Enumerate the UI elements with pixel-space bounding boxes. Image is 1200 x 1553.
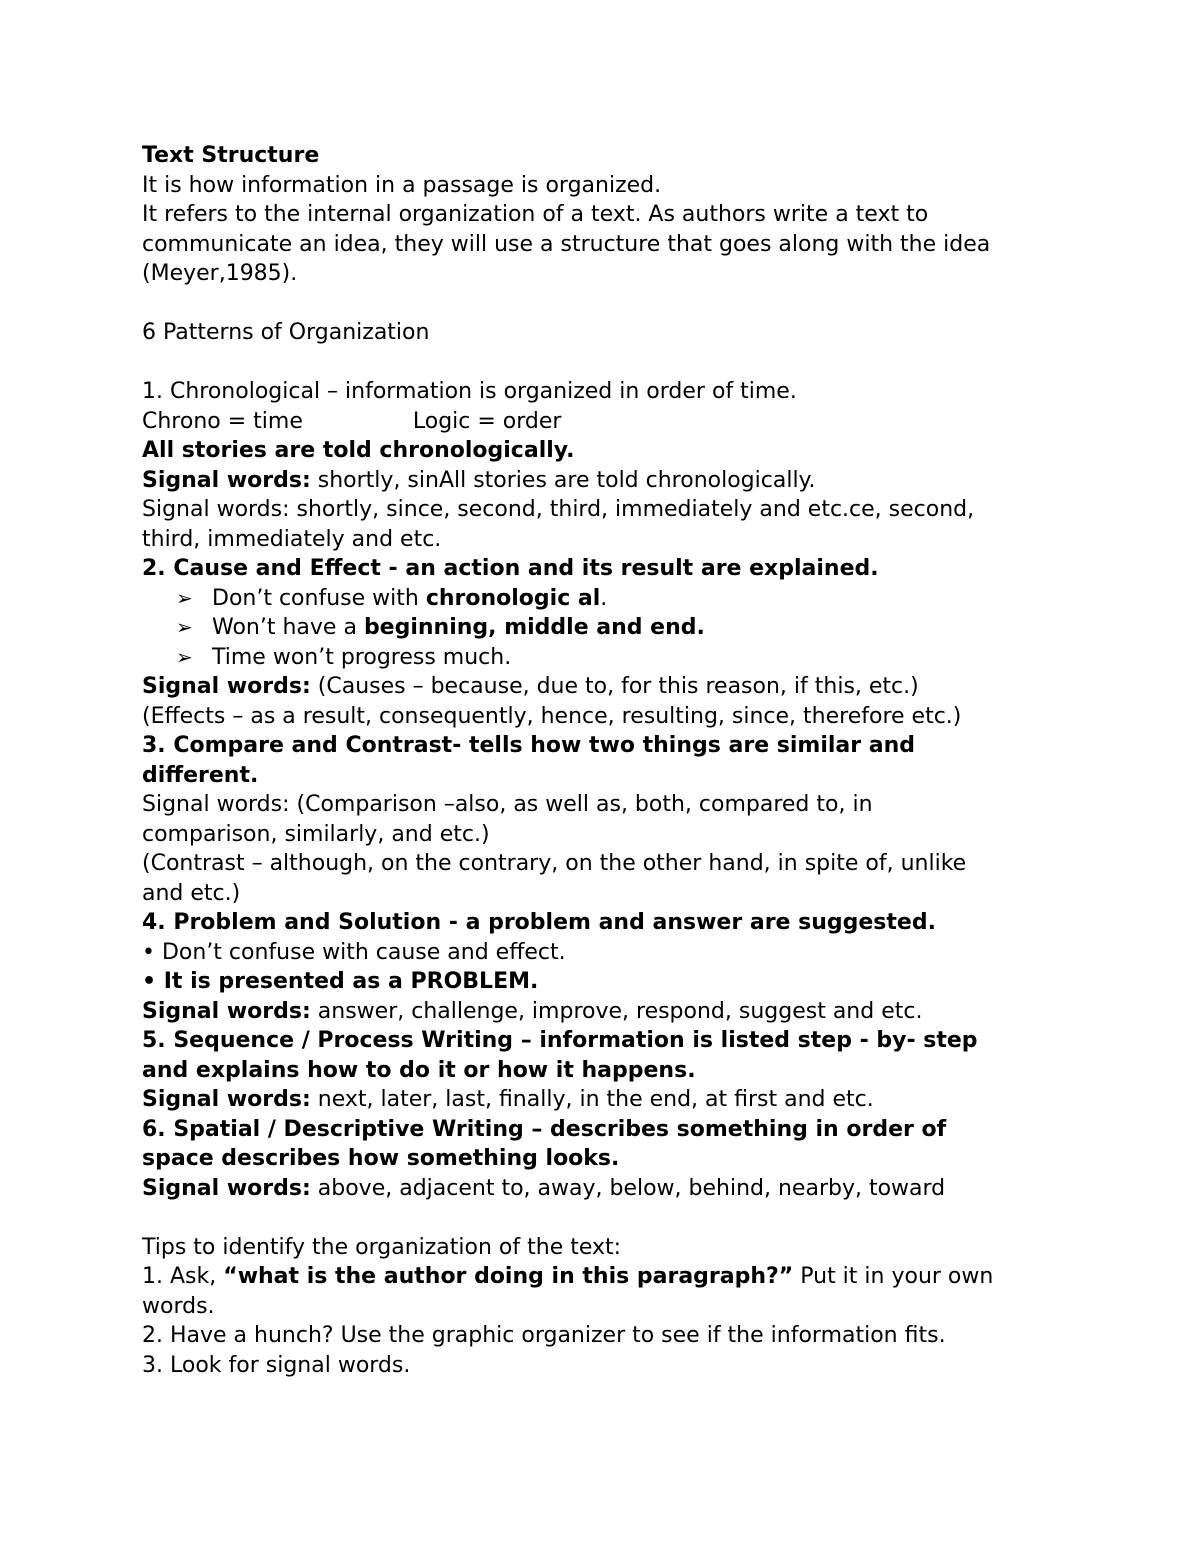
intro-line-3: communicate an idea, they will use a structure that goes along with the idea (142, 231, 991, 257)
pattern-5-heading-line-1: 5. Sequence / Process Writing – information is listed step - by- step (142, 1028, 978, 1053)
pattern-4-bullet-2: • It is presented as a PROBLEM. (142, 969, 539, 994)
pattern-5-heading-line-2: and explains how to do it or how it happens. (142, 1057, 696, 1083)
bullet-bold-text: chronologic al (425, 585, 601, 611)
pattern-4-bullet-1: • Don’t confuse with cause and effect. (142, 939, 566, 965)
pattern-3-signal-line-1: Signal words: (Comparison –also, as well as, both, compared to, in (142, 792, 873, 817)
pattern-3-signal-line-2: comparison, similarly, and etc.) (142, 821, 490, 847)
arrow-bullet-icon: ➢ (176, 644, 193, 669)
pattern-2-bullet-1 (142, 584, 1082, 614)
tips-heading: Tips to identify the organization of the text: (142, 1234, 622, 1260)
tip-1 (142, 1262, 1082, 1292)
pattern-3-contrast-line-1: (Contrast – although, on the contrary, on the other hand, in spite of, unlike (142, 851, 967, 876)
signal-text: shortly, sinAll stories are told chronologically. (310, 467, 816, 493)
signal-text: above, adjacent to, away, below, behind, nearby, toward (310, 1175, 946, 1201)
signal-text: answer, challenge, improve, respond, suggest and etc. (310, 998, 923, 1024)
pattern-1-heading: 1. Chronological – information is organized in order of time. (142, 379, 797, 404)
document-title: Text Structure (142, 143, 320, 168)
pattern-6-heading-line-2: space describes how something looks. (142, 1146, 620, 1171)
bullet-text: . (600, 585, 608, 611)
spacer (142, 348, 1082, 378)
tip-2: 2. Have a hunch? Use the graphic organizer to see if the information fits. (142, 1323, 946, 1348)
pattern-1-statement: All stories are told chronologically. (142, 438, 575, 463)
signal-label: Signal words: (142, 1175, 311, 1201)
pattern-2-effects: (Effects – as a result, consequently, hence, resulting, since, therefore etc.) (142, 703, 962, 729)
signal-label: Signal words: (142, 998, 311, 1024)
bullet-bold-text: beginning, middle and end. (363, 615, 705, 640)
tip-text: Put it in your own (793, 1264, 994, 1289)
intro-line-1: It is how information in a passage is organized. (142, 172, 662, 198)
spacer (142, 289, 1082, 319)
pattern-4-heading: 4. Problem and Solution - a problem and answer are suggested. (142, 910, 936, 935)
document-page (142, 141, 1082, 1380)
tip-bold-text: “what is the author doing in this paragraph?” (223, 1264, 794, 1289)
logic-definition: Logic = order (412, 408, 562, 434)
pattern-3-heading-line-2: different. (142, 762, 259, 788)
arrow-bullet-icon: ➢ (176, 615, 193, 639)
pattern-3-heading-line-1: 3. Compare and Contrast- tells how two things are similar and (142, 733, 916, 758)
tip-3: 3. Look for signal words. (142, 1352, 411, 1378)
tip-1-line-2: words. (142, 1293, 215, 1319)
signal-label: Signal words: (142, 1087, 311, 1112)
patterns-heading: 6 Patterns of Organization (142, 320, 430, 345)
bullet-text: Time won’t progress much. (212, 644, 512, 670)
signal-text: next, later, last, finally, in the end, at first and etc. (310, 1087, 874, 1112)
signal-text: (Causes – because, due to, for this reason, if this, etc.) (310, 674, 919, 699)
arrow-bullet-icon: ➢ (176, 585, 193, 610)
pattern-1-signal-line-2: Signal words: shortly, since, second, third, immediately and etc.ce, second, (142, 497, 975, 522)
tip-text: 1. Ask, (142, 1264, 224, 1289)
intro-line-2: It refers to the internal organization of a text. As authors write a text to (142, 202, 929, 227)
bullet-text: Don’t confuse with (212, 585, 426, 611)
pattern-3-contrast-line-2: and etc.) (142, 880, 241, 906)
pattern-6-signal-words (142, 1174, 1082, 1204)
pattern-1-signal-line-3: third, immediately and etc. (142, 526, 442, 552)
pattern-2-heading: 2. Cause and Effect - an action and its result are explained. (142, 556, 879, 581)
chrono-logic-line (142, 407, 1082, 437)
pattern-2-bullet-3 (142, 643, 1082, 673)
signal-label: Signal words: (142, 674, 311, 699)
pattern-2-bullet-2 (142, 613, 1082, 643)
intro-line-4: (Meyer,1985). (142, 261, 298, 286)
pattern-5-signal-words (142, 1085, 1082, 1115)
pattern-6-heading-line-1: 6. Spatial / Descriptive Writing – describes something in order of (142, 1116, 947, 1142)
pattern-2-signal-words (142, 672, 1082, 702)
bullet-text: Won’t have a (212, 615, 364, 640)
spacer (142, 1203, 1082, 1233)
pattern-4-signal-words (142, 997, 1082, 1027)
chrono-definition: Chrono = time (142, 408, 303, 434)
signal-label: Signal words: (142, 467, 311, 493)
pattern-1-signal-words (142, 466, 1082, 496)
